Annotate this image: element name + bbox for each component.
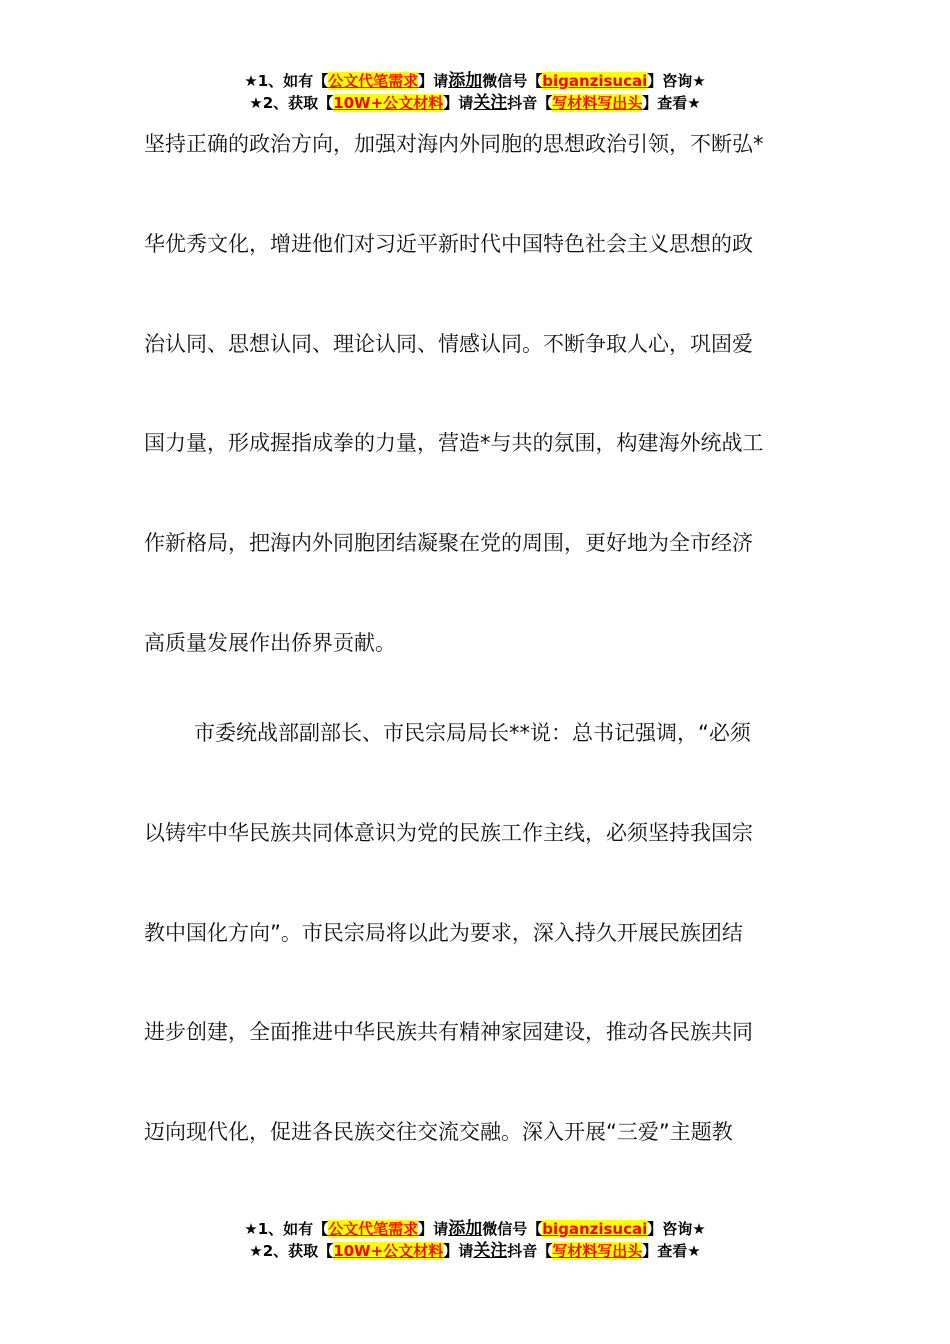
star-icon: ★ — [249, 1242, 263, 1260]
star-icon: ★ — [249, 94, 263, 112]
banner-line-1 — [0, 1218, 950, 1240]
banner-text: 】请 — [443, 94, 474, 112]
banner-text: 】查看 — [642, 1242, 688, 1260]
banner-text: 】请 — [418, 72, 449, 90]
footer-banner — [0, 1218, 950, 1262]
star-icon: ★ — [687, 94, 701, 112]
banner-text: 微信号【 — [482, 72, 543, 90]
banner-text: 】咨询 — [647, 1220, 693, 1238]
banner-text: 2、获取【 — [262, 1242, 334, 1260]
banner-text: 】请 — [418, 1220, 449, 1238]
banner-emphasis: 关注 — [473, 1241, 508, 1261]
banner-line-1 — [0, 70, 950, 92]
banner-text: 1、如有【 — [257, 1220, 329, 1238]
banner-text: 微信号【 — [482, 1220, 543, 1238]
body-text-line: 进步创建，全面推进中华民族共有精神家园建设，推动各民族共同 — [144, 1020, 753, 1044]
body-text-line: 以铸牢中华民族共同体意识为党的民族工作主线，必须坚持我国宗 — [144, 821, 753, 845]
highlight-service: 公文代笔需求 — [328, 72, 419, 90]
highlight-wechat-id: biganzisucai — [542, 72, 648, 90]
banner-line-2 — [0, 92, 950, 114]
paragraph-start-line: 市委统战部副部长、市民宗局局长**说：总书记强调，“必须 — [194, 721, 751, 745]
banner-text: 】请 — [443, 1242, 474, 1260]
header-banner — [0, 70, 950, 114]
highlight-douyin-account: 写材料写出头 — [552, 1242, 643, 1260]
banner-text: 】查看 — [642, 94, 688, 112]
banner-emphasis: 添加 — [448, 71, 483, 91]
body-text-line: 治认同、思想认同、理论认同、情感认同。不断争取人心，巩固爱 — [144, 332, 753, 356]
body-text-line: 作新格局，把海内外同胞团结凝聚在党的周围，更好地为全市经济 — [144, 531, 753, 555]
star-icon: ★ — [244, 1220, 258, 1238]
banner-emphasis: 关注 — [473, 93, 508, 113]
highlight-materials: 10W+公文材料 — [333, 94, 444, 112]
body-text-line: 迈向现代化，促进各民族交往交流交融。深入开展“三爱”主题教 — [144, 1120, 733, 1144]
body-text-line: 坚持正确的政治方向，加强对海内外同胞的思想政治引领，不断弘* — [144, 132, 764, 156]
star-icon: ★ — [692, 1220, 706, 1238]
body-text-line: 高质量发展作出侨界贡献。 — [144, 631, 396, 655]
body-text-line: 国力量，形成握指成拳的力量，营造*与共的氛围，构建海外统战工 — [144, 431, 764, 455]
banner-text: 抖音【 — [507, 94, 553, 112]
banner-text: 】咨询 — [647, 72, 693, 90]
banner-text: 抖音【 — [507, 1242, 553, 1260]
banner-text: 1、如有【 — [257, 72, 329, 90]
body-text-line: 教中国化方向”。市民宗局将以此为要求，深入持久开展民族团结 — [144, 921, 743, 945]
highlight-materials: 10W+公文材料 — [333, 1242, 444, 1260]
highlight-douyin-account: 写材料写出头 — [552, 94, 643, 112]
banner-line-2 — [0, 1240, 950, 1262]
highlight-wechat-id: biganzisucai — [542, 1220, 648, 1238]
body-text-line: 华优秀文化，增进他们对习近平新时代中国特色社会主义思想的政 — [144, 232, 753, 256]
banner-text: 2、获取【 — [262, 94, 334, 112]
banner-emphasis: 添加 — [448, 1219, 483, 1239]
star-icon: ★ — [687, 1242, 701, 1260]
highlight-service: 公文代笔需求 — [328, 1220, 419, 1238]
star-icon: ★ — [244, 72, 258, 90]
star-icon: ★ — [692, 72, 706, 90]
